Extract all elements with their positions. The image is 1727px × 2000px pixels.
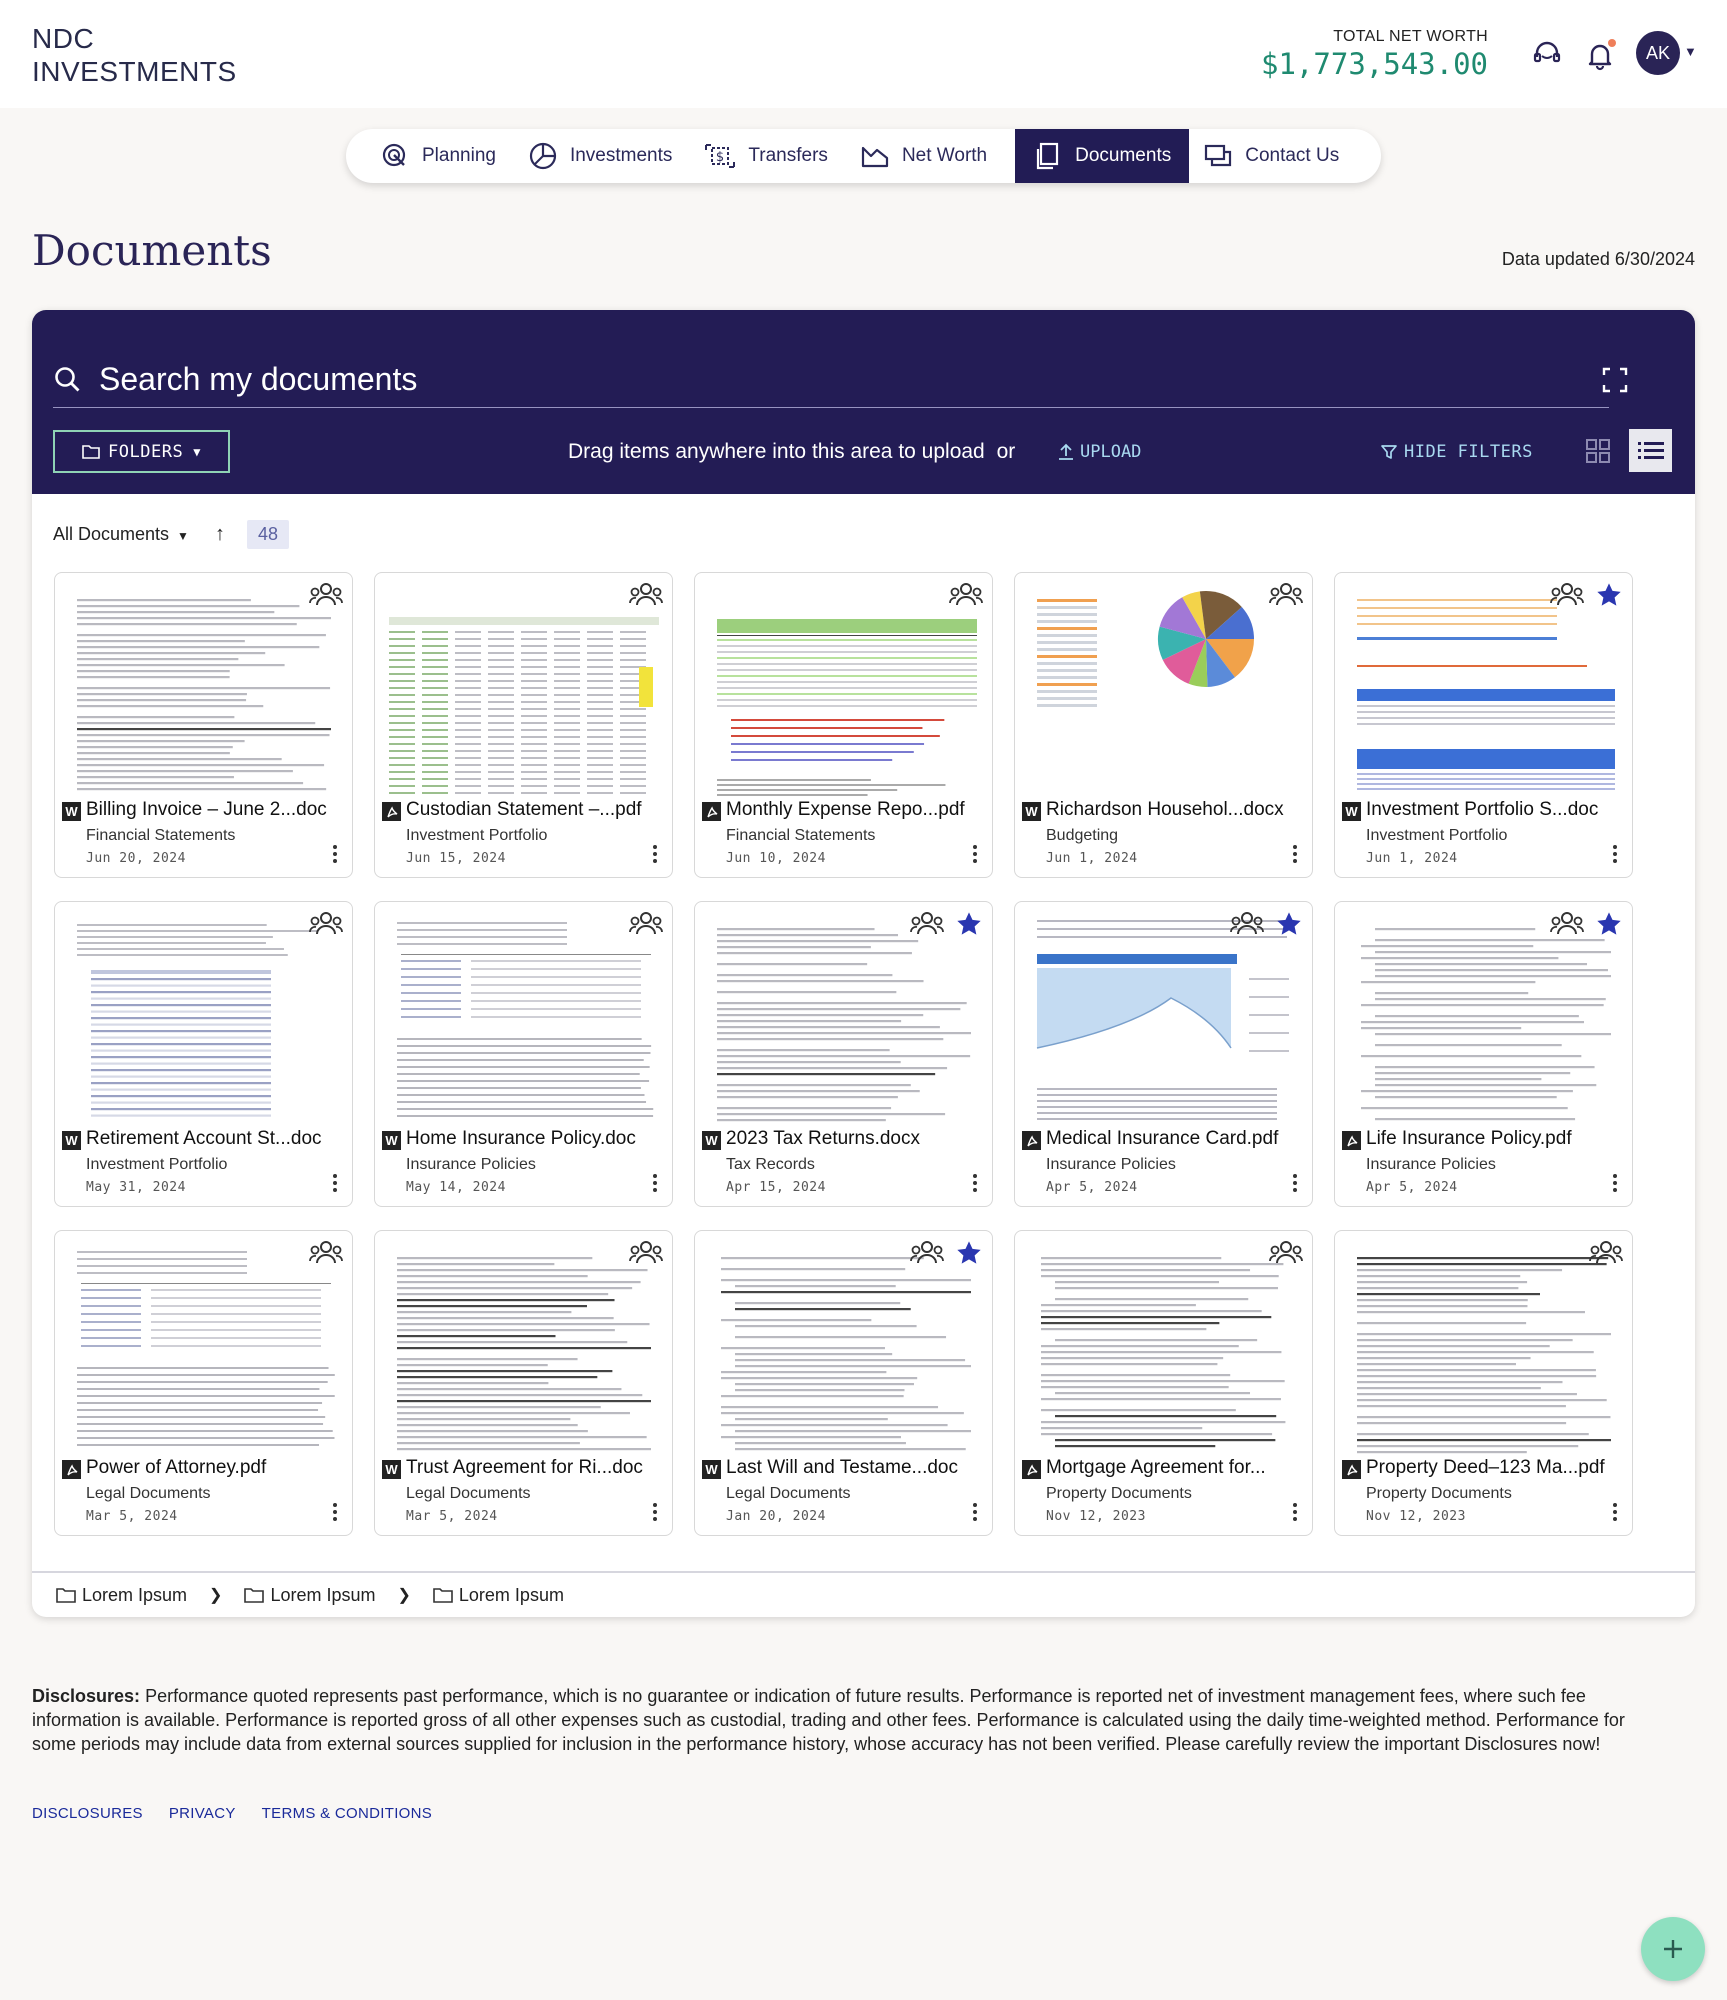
- favorite-star-icon[interactable]: [1595, 581, 1623, 609]
- document-date: Jun 1, 2024: [1366, 851, 1458, 866]
- thumbnail-preview: [1021, 908, 1306, 1128]
- document-date: Apr 15, 2024: [726, 1180, 826, 1195]
- document-card[interactable]: [54, 901, 353, 1207]
- document-name[interactable]: Property Deed–123 Ma...pdf: [1366, 1457, 1605, 1478]
- shared-users-icon[interactable]: [1269, 581, 1303, 607]
- more-options-icon[interactable]: [652, 845, 658, 863]
- terms-link[interactable]: TERMS & CONDITIONS: [261, 1805, 433, 1822]
- document-card[interactable]: [54, 572, 353, 878]
- more-options-icon[interactable]: [332, 845, 338, 863]
- nav-label: Net Worth: [901, 145, 988, 166]
- main-nav: [346, 129, 1381, 183]
- breadcrumb-label: Lorem Ipsum: [82, 1584, 188, 1605]
- nav-item-transfers[interactable]: [704, 129, 846, 183]
- avatar[interactable]: AK: [1636, 31, 1680, 75]
- folders-button[interactable]: [53, 430, 230, 473]
- support-icon[interactable]: [1530, 38, 1564, 72]
- nav-label: Contact Us: [1245, 145, 1340, 166]
- thumbnail-preview: [1021, 1237, 1306, 1457]
- folder-icon: [56, 1587, 76, 1604]
- thumbnail-preview: [1341, 579, 1626, 799]
- pdf-file-icon: [702, 802, 721, 821]
- page-title: Documents: [32, 226, 272, 275]
- disclosure-title: Disclosures:: [32, 1686, 141, 1706]
- hide-filters-button[interactable]: [1380, 442, 1533, 462]
- document-name[interactable]: Retirement Account St...doc: [86, 1128, 322, 1149]
- disclosures-link[interactable]: DISCLOSURES: [32, 1805, 143, 1822]
- thumbnail-preview: [61, 1237, 346, 1457]
- document-thumbnail: [381, 908, 666, 1128]
- pdf-file-icon: [1342, 1460, 1361, 1479]
- document-date: May 31, 2024: [86, 1180, 186, 1195]
- drag-text: Drag items anywhere into this area to upload: [568, 440, 985, 463]
- word-file-icon: W: [62, 802, 81, 821]
- privacy-link[interactable]: PRIVACY: [168, 1805, 236, 1822]
- disclosure-body: Performance quoted represents past performance, which is no guarantee or indication of future results. Performance is reported net of investment management fees, where such fee information is available. Performance is reported gross of all other expenses such as custodial, trading and other fees. Performance is calculated using the daily time-weighted method. Performance for some periods may include data from external sources supplied for inclusion in the performance history, whose accuracy has not been verified. Please carefully review the important Disclosures now!: [32, 1686, 1625, 1754]
- document-category: Investment Portfolio: [86, 1156, 228, 1173]
- notification-dot: [1608, 39, 1616, 47]
- more-options-icon[interactable]: [1612, 1174, 1618, 1192]
- document-category: Investment Portfolio: [406, 827, 548, 844]
- thumbnail-preview: [701, 908, 986, 1128]
- document-category: Financial Statements: [726, 827, 876, 844]
- folder-icon: [433, 1587, 453, 1604]
- disclosure-text: [32, 1684, 1672, 1756]
- document-name[interactable]: Richardson Househol...docx: [1046, 799, 1284, 820]
- word-file-icon: W: [62, 1131, 81, 1150]
- thumbnail-preview: [701, 1237, 986, 1457]
- document-category: Property Documents: [1046, 1485, 1192, 1502]
- shared-users-icon[interactable]: [1550, 910, 1584, 936]
- shared-users-icon[interactable]: [1269, 1239, 1303, 1265]
- word-file-icon: W: [702, 1460, 721, 1479]
- pdf-file-icon: [62, 1460, 81, 1479]
- chart-icon: [860, 141, 890, 171]
- thumbnail-preview: [1341, 908, 1626, 1128]
- document-category: Insurance Policies: [406, 1156, 536, 1173]
- nav-item-investments[interactable]: [528, 129, 690, 183]
- more-options-icon[interactable]: [332, 1503, 338, 1521]
- document-name[interactable]: Life Insurance Policy.pdf: [1366, 1128, 1572, 1149]
- document-card[interactable]: [374, 1230, 673, 1536]
- add-button[interactable]: [1641, 1917, 1705, 1981]
- hide-filters-label: HIDE FILTERS: [1404, 442, 1533, 462]
- chevron-right-icon: ❯: [209, 1587, 223, 1604]
- document-card[interactable]: [694, 1230, 993, 1536]
- chevron-down-icon[interactable]: ▼: [1684, 44, 1697, 59]
- filter-row: [53, 517, 289, 551]
- document-name[interactable]: Power of Attorney.pdf: [86, 1457, 267, 1478]
- breadcrumb-label: Lorem Ipsum: [270, 1584, 376, 1605]
- folder-icon: [82, 444, 100, 460]
- document-card[interactable]: [694, 572, 993, 878]
- document-thumbnail: [1021, 908, 1306, 1128]
- shared-users-icon[interactable]: [309, 1239, 343, 1265]
- drag-upload-text: [568, 440, 1015, 464]
- document-card[interactable]: [1334, 572, 1633, 878]
- caret-down-icon: ▼: [177, 528, 189, 543]
- document-card[interactable]: [1014, 1230, 1313, 1536]
- document-name[interactable]: Monthly Expense Repo...pdf: [726, 799, 965, 820]
- thumbnail-preview: [381, 579, 666, 799]
- shared-users-icon[interactable]: [309, 910, 343, 936]
- pie-chart-icon: [528, 141, 558, 171]
- net-worth-summary: [1261, 28, 1488, 81]
- breadcrumb-item[interactable]: [433, 1585, 564, 1606]
- document-card[interactable]: [374, 572, 673, 878]
- document-count-badge: 48: [247, 520, 289, 549]
- word-file-icon: W: [1022, 802, 1041, 821]
- or-text: or: [996, 440, 1016, 463]
- document-category: Property Documents: [1366, 1485, 1512, 1502]
- thumbnail-preview: [61, 579, 346, 799]
- logo-line1: NDC: [32, 23, 95, 54]
- document-date: Jun 15, 2024: [406, 851, 506, 866]
- document-thumbnail: [1341, 579, 1626, 799]
- document-category: Legal Documents: [406, 1485, 531, 1502]
- shared-users-icon[interactable]: [629, 910, 663, 936]
- net-worth-value: $1,773,543.00: [1261, 47, 1488, 81]
- list-icon: [1637, 439, 1665, 463]
- document-category: Insurance Policies: [1366, 1156, 1496, 1173]
- search-bar[interactable]: [53, 352, 1609, 408]
- more-options-icon[interactable]: [1292, 1503, 1298, 1521]
- document-date: May 14, 2024: [406, 1180, 506, 1195]
- documents-icon: [1033, 141, 1063, 171]
- document-thumbnail: [701, 908, 986, 1128]
- chat-icon: [1203, 141, 1233, 171]
- search-icon: [53, 365, 83, 395]
- more-options-icon[interactable]: [652, 1174, 658, 1192]
- document-thumbnail: [61, 1237, 346, 1457]
- thumbnail-preview: [61, 908, 346, 1128]
- word-file-icon: W: [382, 1131, 401, 1150]
- breadcrumb: [32, 1571, 1695, 1617]
- document-date: Jun 10, 2024: [726, 851, 826, 866]
- filter-selected: All Documents: [53, 523, 170, 544]
- shared-users-icon[interactable]: [629, 581, 663, 607]
- document-date: Mar 5, 2024: [86, 1509, 178, 1524]
- shared-users-icon[interactable]: [910, 910, 944, 936]
- document-category: Investment Portfolio: [1366, 827, 1508, 844]
- shared-users-icon[interactable]: [910, 1239, 944, 1265]
- more-options-icon[interactable]: [1292, 1174, 1298, 1192]
- document-name[interactable]: Investment Portfolio S...doc: [1366, 799, 1599, 820]
- document-date: Jan 20, 2024: [726, 1509, 826, 1524]
- document-name[interactable]: Home Insurance Policy.doc: [406, 1128, 636, 1149]
- shared-users-icon[interactable]: [629, 1239, 663, 1265]
- logo[interactable]: [32, 22, 237, 88]
- more-options-icon[interactable]: [1292, 845, 1298, 863]
- svg-text:$: $: [716, 150, 725, 165]
- document-thumbnail: [1021, 579, 1306, 799]
- word-file-icon: W: [702, 1131, 721, 1150]
- document-thumbnail: [1021, 1237, 1306, 1457]
- document-date: Mar 5, 2024: [406, 1509, 498, 1524]
- all-documents-dropdown[interactable]: [53, 524, 189, 545]
- document-thumbnail: [701, 1237, 986, 1457]
- document-category: Legal Documents: [726, 1485, 851, 1502]
- breadcrumb-item[interactable]: [244, 1585, 375, 1606]
- thumbnail-preview: [1341, 1237, 1626, 1457]
- document-thumbnail: [61, 579, 346, 799]
- thumbnail-preview: [381, 908, 666, 1128]
- document-name[interactable]: Trust Agreement for Ri...doc: [406, 1457, 643, 1478]
- document-thumbnail: [701, 579, 986, 799]
- document-category: Financial Statements: [86, 827, 236, 844]
- thumbnail-preview: [701, 579, 986, 799]
- sort-arrow-icon[interactable]: ↑: [214, 522, 225, 545]
- nav-label: Documents: [1075, 145, 1172, 166]
- documents-toolbar: [32, 310, 1695, 494]
- document-card[interactable]: [1334, 1230, 1633, 1536]
- folder-icon: [244, 1587, 264, 1604]
- nav-item-planning[interactable]: [380, 129, 514, 183]
- document-card[interactable]: [1014, 901, 1313, 1207]
- shared-users-icon[interactable]: [1589, 1239, 1623, 1265]
- planning-icon: [380, 141, 410, 171]
- pdf-file-icon: [382, 802, 401, 821]
- shared-users-icon[interactable]: [949, 581, 983, 607]
- logo-line2: INVESTMENTS: [32, 56, 237, 87]
- document-card[interactable]: [374, 901, 673, 1207]
- chevron-right-icon: ❯: [397, 1587, 411, 1604]
- document-name[interactable]: Custodian Statement –...pdf: [406, 799, 642, 820]
- grid-view-button[interactable]: [1576, 429, 1619, 472]
- document-date: Nov 12, 2023: [1366, 1509, 1466, 1524]
- shared-users-icon[interactable]: [309, 581, 343, 607]
- document-name[interactable]: Last Will and Testame...doc: [726, 1457, 958, 1478]
- expand-icon[interactable]: [1601, 366, 1629, 394]
- document-name[interactable]: Mortgage Agreement for...: [1046, 1457, 1266, 1478]
- pdf-file-icon: [1022, 1131, 1041, 1150]
- more-options-icon[interactable]: [652, 1503, 658, 1521]
- favorite-star-icon[interactable]: [955, 1239, 983, 1267]
- document-thumbnail: [1341, 908, 1626, 1128]
- favorite-star-icon[interactable]: [1595, 910, 1623, 938]
- document-category: Insurance Policies: [1046, 1156, 1176, 1173]
- document-card[interactable]: [694, 901, 993, 1207]
- document-thumbnail: [381, 1237, 666, 1457]
- net-worth-label: TOTAL NET WORTH: [1333, 28, 1488, 45]
- document-date: Apr 5, 2024: [1366, 1180, 1458, 1195]
- document-card[interactable]: [1014, 572, 1313, 878]
- word-file-icon: W: [1342, 802, 1361, 821]
- upload-label: UPLOAD: [1080, 442, 1142, 462]
- document-date: Apr 5, 2024: [1046, 1180, 1138, 1195]
- document-category: Tax Records: [726, 1156, 815, 1173]
- nav-item-documents[interactable]: [1015, 129, 1189, 183]
- top-header: [0, 0, 1727, 108]
- document-date: Jun 20, 2024: [86, 851, 186, 866]
- more-options-icon[interactable]: [972, 1174, 978, 1192]
- pdf-file-icon: [1342, 1131, 1361, 1150]
- folders-label: FOLDERS: [108, 441, 184, 462]
- thumbnail-preview: [1021, 579, 1306, 799]
- nav-item-contact-us[interactable]: [1203, 129, 1357, 183]
- search-input[interactable]: Search my documents: [99, 361, 418, 397]
- breadcrumb-label: Lorem Ipsum: [458, 1584, 564, 1605]
- documents-panel[interactable]: [32, 310, 1695, 1617]
- document-category: Budgeting: [1046, 827, 1119, 844]
- favorite-star-icon[interactable]: [955, 910, 983, 938]
- document-date: Jun 1, 2024: [1046, 851, 1138, 866]
- breadcrumb-item[interactable]: [56, 1585, 187, 1606]
- document-card[interactable]: [1334, 901, 1633, 1207]
- document-name[interactable]: 2023 Tax Returns.docx: [726, 1128, 920, 1149]
- transfer-icon: [704, 141, 736, 171]
- more-options-icon[interactable]: [1612, 1503, 1618, 1521]
- document-date: Nov 12, 2023: [1046, 1509, 1146, 1524]
- pdf-file-icon: [1022, 1460, 1041, 1479]
- thumbnail-preview: [381, 1237, 666, 1457]
- more-options-icon[interactable]: [1612, 845, 1618, 863]
- nav-label: Planning: [422, 145, 496, 166]
- document-card[interactable]: [54, 1230, 353, 1536]
- list-view-button[interactable]: [1629, 429, 1672, 472]
- document-thumbnail: [61, 908, 346, 1128]
- more-options-icon[interactable]: [972, 845, 978, 863]
- more-options-icon[interactable]: [332, 1174, 338, 1192]
- upload-icon: [1056, 442, 1076, 462]
- upload-button[interactable]: [1056, 442, 1141, 462]
- filter-icon: [1380, 443, 1398, 461]
- document-thumbnail: [381, 579, 666, 799]
- nav-label: Investments: [569, 145, 673, 166]
- word-file-icon: W: [382, 1460, 401, 1479]
- document-name[interactable]: Medical Insurance Card.pdf: [1046, 1128, 1279, 1149]
- favorite-star-icon[interactable]: [1275, 910, 1303, 938]
- grid-icon: [1585, 438, 1611, 464]
- data-updated-text: Data updated 6/30/2024: [1501, 249, 1695, 269]
- document-thumbnail: [1341, 1237, 1626, 1457]
- shared-users-icon[interactable]: [1230, 910, 1264, 936]
- plus-icon: [1660, 1936, 1686, 1962]
- nav-label: Transfers: [748, 145, 828, 166]
- nav-item-net-worth[interactable]: [860, 129, 1005, 183]
- document-category: Legal Documents: [86, 1485, 211, 1502]
- more-options-icon[interactable]: [972, 1503, 978, 1521]
- shared-users-icon[interactable]: [1550, 581, 1584, 607]
- document-name[interactable]: Billing Invoice – June 2...doc: [86, 799, 327, 820]
- footer-links: [32, 1805, 432, 1822]
- caret-down-icon: ▼: [193, 444, 201, 459]
